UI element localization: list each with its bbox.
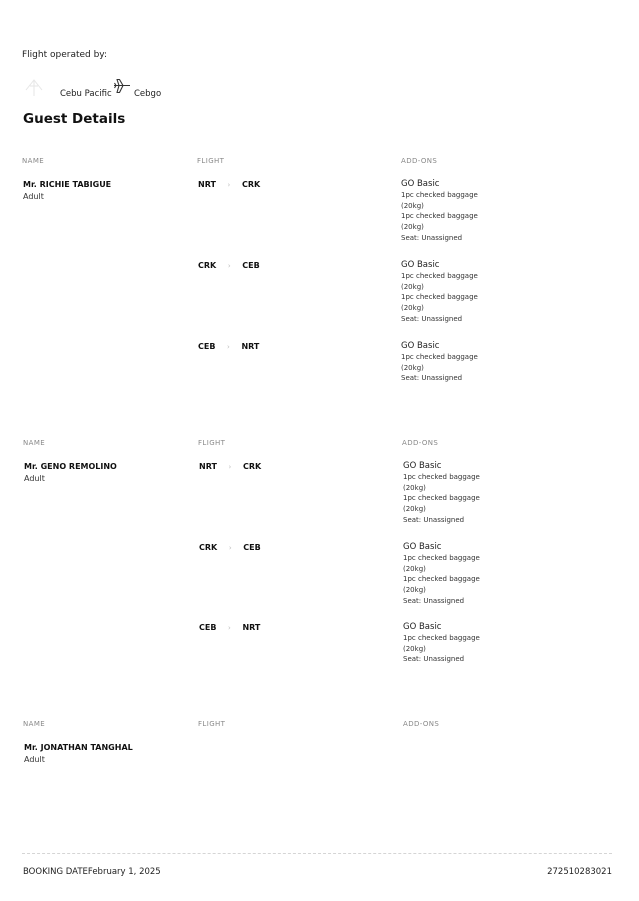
destination-code: CRK bbox=[241, 180, 261, 189]
carrier-name-primary: Cebu Pacific bbox=[60, 89, 112, 99]
column-header-name: NAME bbox=[23, 720, 46, 728]
addon-line: (20kg) bbox=[403, 586, 426, 595]
route bbox=[198, 261, 260, 270]
addon-line: (20kg) bbox=[401, 223, 424, 232]
destination-code: NRT bbox=[242, 623, 261, 632]
addon-details bbox=[401, 341, 501, 384]
origin-code: CEB bbox=[199, 623, 217, 632]
destination-code: CRK bbox=[242, 462, 262, 471]
guest-name: Mr. RICHIE TABIGUE bbox=[23, 180, 112, 189]
addon-line: Seat: Unassigned bbox=[403, 655, 465, 664]
origin-code: CEB bbox=[198, 342, 216, 351]
column-header-addons: ADD-ONS bbox=[403, 720, 440, 728]
column-header-name: NAME bbox=[23, 439, 46, 447]
addon-line: Seat: Unassigned bbox=[401, 314, 463, 323]
booking-date-label: BOOKING DATE bbox=[23, 867, 88, 877]
addon-line: 1pc checked baggage bbox=[403, 494, 480, 503]
addon-bundle: GO Basic bbox=[403, 622, 442, 632]
origin-code: NRT bbox=[198, 180, 216, 189]
addon-line: 1pc checked baggage bbox=[401, 212, 478, 221]
footer-divider bbox=[22, 853, 612, 854]
addon-details bbox=[403, 461, 503, 526]
destination-code: CEB bbox=[243, 543, 261, 552]
addon-line: Seat: Unassigned bbox=[403, 515, 465, 524]
route bbox=[199, 462, 261, 471]
origin-code: NRT bbox=[199, 462, 217, 471]
destination-code: CEB bbox=[242, 261, 260, 270]
column-header-flight: FLIGHT bbox=[198, 720, 226, 728]
addon-line: (20kg) bbox=[403, 644, 426, 653]
route bbox=[199, 543, 261, 552]
addon-line: 1pc checked baggage bbox=[401, 272, 478, 280]
column-header-name: NAME bbox=[22, 157, 45, 165]
addon-line: (20kg) bbox=[403, 483, 426, 492]
addon-line: Seat: Unassigned bbox=[401, 233, 463, 242]
chevron-right-icon: › bbox=[227, 262, 231, 270]
addon-line: 1pc checked baggage bbox=[403, 634, 480, 642]
chevron-right-icon: › bbox=[227, 181, 231, 189]
booking-reference: 272510283021 bbox=[547, 867, 612, 877]
guest-type: Adult bbox=[23, 192, 44, 201]
addon-line: 1pc checked baggage bbox=[401, 191, 478, 199]
chevron-right-icon: › bbox=[228, 544, 232, 552]
flight-operated-label: Flight operated by: bbox=[22, 50, 108, 60]
addon-line: 1pc checked baggage bbox=[403, 554, 480, 562]
addon-line: (20kg) bbox=[403, 505, 426, 514]
route bbox=[198, 342, 259, 351]
carrier-name-secondary: Cebgo bbox=[134, 89, 162, 99]
booking-date bbox=[23, 867, 161, 877]
addon-details bbox=[403, 542, 503, 607]
addon-line: (20kg) bbox=[401, 282, 424, 291]
addon-line: Seat: Unassigned bbox=[403, 596, 465, 605]
origin-code: CRK bbox=[199, 543, 218, 552]
addon-bundle: GO Basic bbox=[403, 461, 442, 471]
booking-date-value: February 1, 2025 bbox=[87, 867, 161, 877]
origin-code: CRK bbox=[198, 261, 217, 270]
carrier-logos bbox=[22, 76, 222, 102]
addon-details bbox=[401, 179, 501, 244]
addon-line: (20kg) bbox=[403, 564, 426, 573]
addon-line: Seat: Unassigned bbox=[401, 374, 463, 383]
chevron-right-icon: › bbox=[228, 624, 231, 632]
addon-details bbox=[401, 260, 501, 325]
airplane-icon bbox=[113, 78, 131, 94]
guest-name: Mr. JONATHAN TANGHAL bbox=[24, 743, 133, 752]
guest-type: Adult bbox=[24, 474, 45, 483]
addon-line: (20kg) bbox=[401, 304, 424, 313]
guest-name: Mr. GENO REMOLINO bbox=[24, 462, 117, 471]
route bbox=[199, 623, 260, 632]
chevron-right-icon: › bbox=[228, 463, 232, 471]
addon-bundle: GO Basic bbox=[403, 542, 442, 552]
addon-line: 1pc checked baggage bbox=[401, 293, 478, 302]
column-header-flight: FLIGHT bbox=[198, 439, 226, 447]
route bbox=[198, 180, 260, 189]
addon-details bbox=[403, 622, 503, 665]
addon-line: (20kg) bbox=[401, 201, 424, 210]
addon-bundle: GO Basic bbox=[401, 179, 440, 189]
destination-code: NRT bbox=[241, 342, 260, 351]
chevron-right-icon: › bbox=[227, 343, 230, 351]
column-header-addons: ADD-ONS bbox=[402, 439, 439, 447]
addon-line: (20kg) bbox=[401, 363, 424, 372]
column-header-addons: ADD-ONS bbox=[401, 157, 438, 165]
faint-logo-icon bbox=[22, 76, 46, 98]
addon-line: 1pc checked baggage bbox=[403, 473, 480, 481]
guest-details-title: Guest Details bbox=[23, 111, 126, 127]
column-header-flight: FLIGHT bbox=[197, 157, 225, 165]
guest-type: Adult bbox=[24, 755, 45, 764]
addon-line: 1pc checked baggage bbox=[401, 353, 478, 361]
addon-bundle: GO Basic bbox=[401, 260, 440, 270]
addon-line: 1pc checked baggage bbox=[403, 575, 480, 584]
addon-bundle: GO Basic bbox=[401, 341, 440, 351]
